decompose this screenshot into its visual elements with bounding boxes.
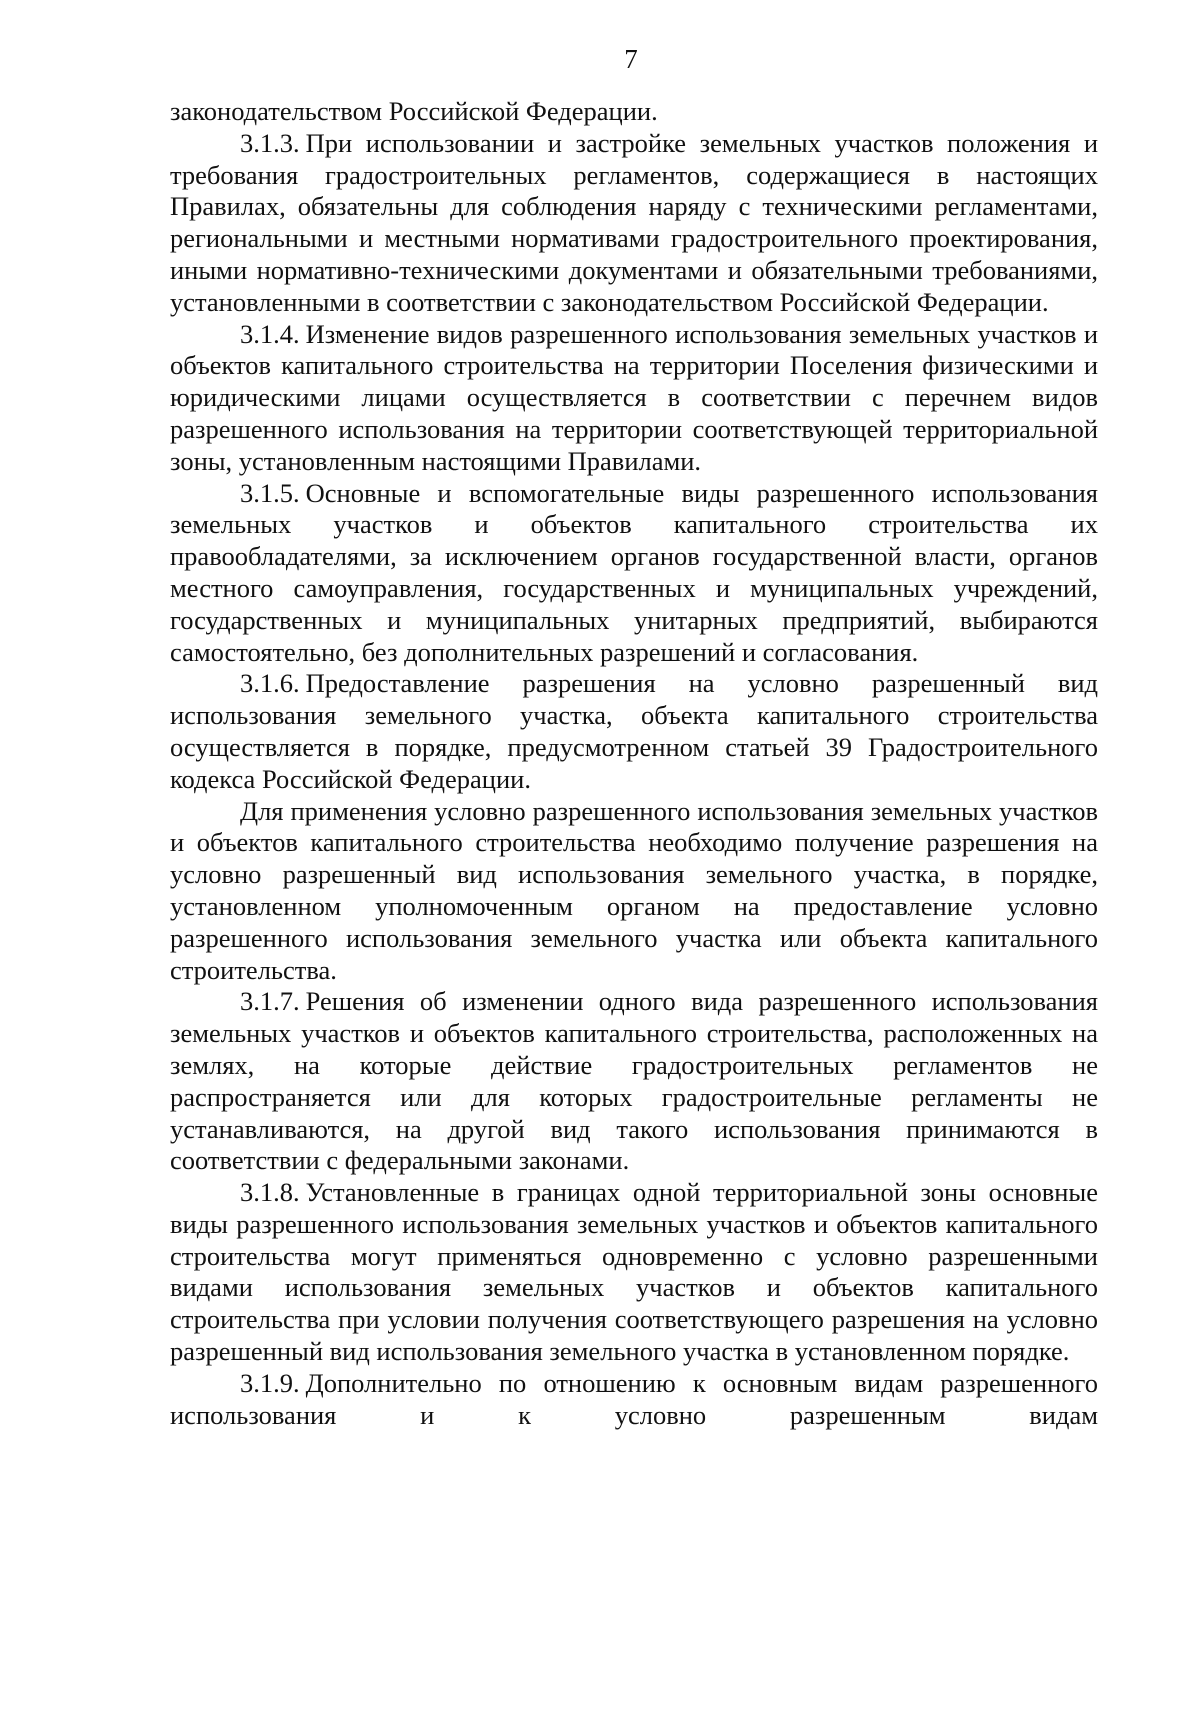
paragraph-text: Основные и вспомогательные виды разрешенного использования земельных участков и объектов капитального строительства их правообладателями, за исключением органов государственной власти, органов местного самоуправления, государственных и муниципальных учреждений, государственных и муниципальных унитарных предприятий, выбираются самостоятельно, без дополнительных разрешений и согласования. (170, 477, 1098, 667)
paragraph-text: Решения об изменении одного вида разрешенного использования земельных участков и объектов капитального строительства, расположенных на землях, на которые действие градостроительных регламентов не распространяется или для которых градостроительные регламенты не устанавливаются, на другой вид такого использования принимаются в соответствии с федеральными законами. (170, 986, 1098, 1176)
paragraph-3-1-3 (170, 128, 1098, 319)
paragraph-number: 3.1.9. (240, 1367, 300, 1398)
paragraph-3-1-7 (170, 986, 1098, 1177)
paragraph-text: Установленные в границах одной территориальной зоны основные виды разрешенного использования земельных участков и объектов капитального строительства могут применяться одновременно с условно разрешенными видами использования земельных участков и объектов капитального строительства при условии получения соответствующего разрешения на условно разрешенный вид использования земельного участка в установленном порядке. (170, 1177, 1098, 1367)
paragraph-number: 3.1.3. (240, 127, 300, 158)
paragraph-number: 3.1.5. (240, 477, 300, 508)
page-number: 7 (624, 44, 638, 74)
paragraph-number: 3.1.8. (240, 1177, 300, 1208)
paragraph-text: Предоставление разрешения на условно разрешенный вид использования земельного участка, объекта капитального строительства осуществляется в порядке, предусмотренном статьей 39 Градостроительного кодекса Российской Федерации. (170, 668, 1098, 794)
paragraph-3-1-5 (170, 478, 1098, 669)
paragraph-number: 3.1.4. (240, 318, 300, 349)
paragraph-text: Для применения условно разрешенного использования земельных участков и объектов капитального строительства необходимо получение разрешения на условно разрешенный вид использования земельного участка, в порядке, установленном уполномоченным органом на предоставление условно разрешенного использования земельного участка или объекта капитального строительства. (170, 795, 1098, 985)
paragraph-3-1-4 (170, 319, 1098, 478)
paragraph-text: Изменение видов разрешенного использования земельных участков и объектов капитального строительства на территории Поселения физическими и юридическими лицами осуществляется в соответствии с перечнем видов разрешенного использования на территории соответствующей территориальной зоны, установленным настоящими Правилами. (170, 318, 1098, 476)
paragraph-3-1-8 (170, 1177, 1098, 1368)
paragraph-3-1-9 (170, 1368, 1098, 1432)
paragraph-number: 3.1.7. (240, 986, 300, 1017)
document-body (170, 96, 1098, 1431)
paragraph-text: законодательством Российской Федерации. (170, 96, 658, 126)
paragraph-text: При использовании и застройке земельных участков положения и требования градостроительных регламентов, содержащиеся в настоящих Правилах, обязательны для соблюдения наряду с техническими регламентами, региональными и местными нормативами градостроительного проектирования, иными нормативно-техническими документами и обязательными требованиями, установленными в соответствии с законодательством Российской Федерации. (170, 127, 1098, 317)
paragraph-number: 3.1.6. (240, 668, 300, 699)
paragraph-unnumbered (170, 796, 1098, 987)
paragraph-text: Дополнительно по отношению к основным видам разрешенного использования и к условно разрешенным видам (170, 1367, 1098, 1430)
paragraph-continuation (170, 96, 1098, 128)
paragraph-3-1-6 (170, 668, 1098, 795)
